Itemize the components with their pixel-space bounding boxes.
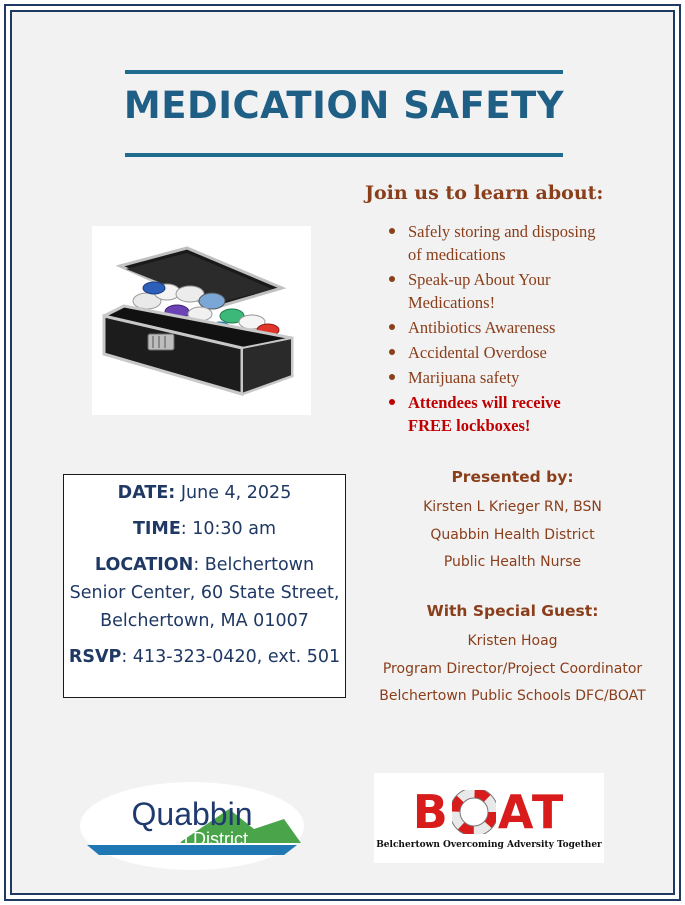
rsvp-line xyxy=(64,647,345,667)
topic-line: Medications! xyxy=(408,293,496,312)
boat-letter-b: B xyxy=(412,785,450,839)
time-value: : 10:30 am xyxy=(180,519,277,539)
lockbox-illustration xyxy=(92,226,311,415)
quabbin-subtitle: Health District xyxy=(135,829,249,849)
guest-org: Belchertown Public Schools DFC/BOAT xyxy=(379,688,646,704)
guest-role: Program Director/Project Coordinator xyxy=(382,661,643,677)
medication-lockbox-image xyxy=(92,226,311,415)
lifebuoy-icon xyxy=(452,790,496,834)
time-label: TIME xyxy=(132,519,181,539)
time-line xyxy=(64,519,345,539)
intro-heading: Join us to learn about: xyxy=(365,182,604,204)
list-item xyxy=(386,341,636,364)
quabbin-logo-graphic xyxy=(79,781,305,872)
event-details-box xyxy=(63,474,346,698)
quabbin-name: Quabbin xyxy=(131,796,253,832)
title-rule-bottom xyxy=(125,153,563,157)
inner-border xyxy=(10,10,675,895)
topic-line: Accidental Overdose xyxy=(408,343,547,362)
guest-name: Kristen Hoag xyxy=(467,633,558,649)
presenter-heading: Presented by: xyxy=(451,468,574,486)
boat-wordmark xyxy=(374,785,604,839)
boat-letters-at: AT xyxy=(497,785,566,839)
title-rule-top xyxy=(125,70,563,74)
list-item xyxy=(386,268,636,314)
presenter-block xyxy=(370,468,655,578)
rsvp-value: : 413-323-0420, ext. 501 xyxy=(121,647,341,667)
location-label: LOCATION xyxy=(94,555,194,575)
location-line xyxy=(64,555,345,575)
location-address: Senior Center, 60 State Street, xyxy=(69,583,340,603)
topic-line: Speak-up About Your xyxy=(408,270,551,289)
topic-list xyxy=(386,220,636,439)
presenter-org: Quabbin Health District xyxy=(430,527,595,543)
topic-line: Marijuana safety xyxy=(408,368,520,387)
guest-heading: With Special Guest: xyxy=(426,602,599,620)
guest-block xyxy=(370,602,655,712)
date-label: DATE: xyxy=(117,483,176,503)
list-item-highlight xyxy=(386,391,636,437)
location-value: : Belchertown xyxy=(193,555,315,575)
topic-line: Attendees will receive xyxy=(408,393,561,412)
quabbin-health-district-logo xyxy=(79,781,305,872)
topic-line: of medications xyxy=(408,245,506,264)
boat-logo xyxy=(374,773,604,863)
list-item xyxy=(386,316,636,339)
list-item xyxy=(386,220,636,266)
date-value: June 4, 2025 xyxy=(180,483,292,503)
date-line xyxy=(64,483,345,503)
topic-line: FREE lockboxes! xyxy=(408,416,531,435)
presenter-name: Kirsten L Krieger RN, BSN xyxy=(423,499,602,515)
topic-line: Safely storing and disposing xyxy=(408,222,596,241)
flyer-title: MEDICATION SAFETY xyxy=(123,84,565,127)
topic-line: Antibiotics Awareness xyxy=(408,318,556,337)
presenter-role: Public Health Nurse xyxy=(443,554,582,570)
list-item xyxy=(386,366,636,389)
rsvp-label: RSVP xyxy=(68,647,122,667)
boat-tagline: Belchertown Overcoming Adversity Together xyxy=(376,840,602,850)
location-city: Belchertown, MA 01007 xyxy=(100,611,309,631)
